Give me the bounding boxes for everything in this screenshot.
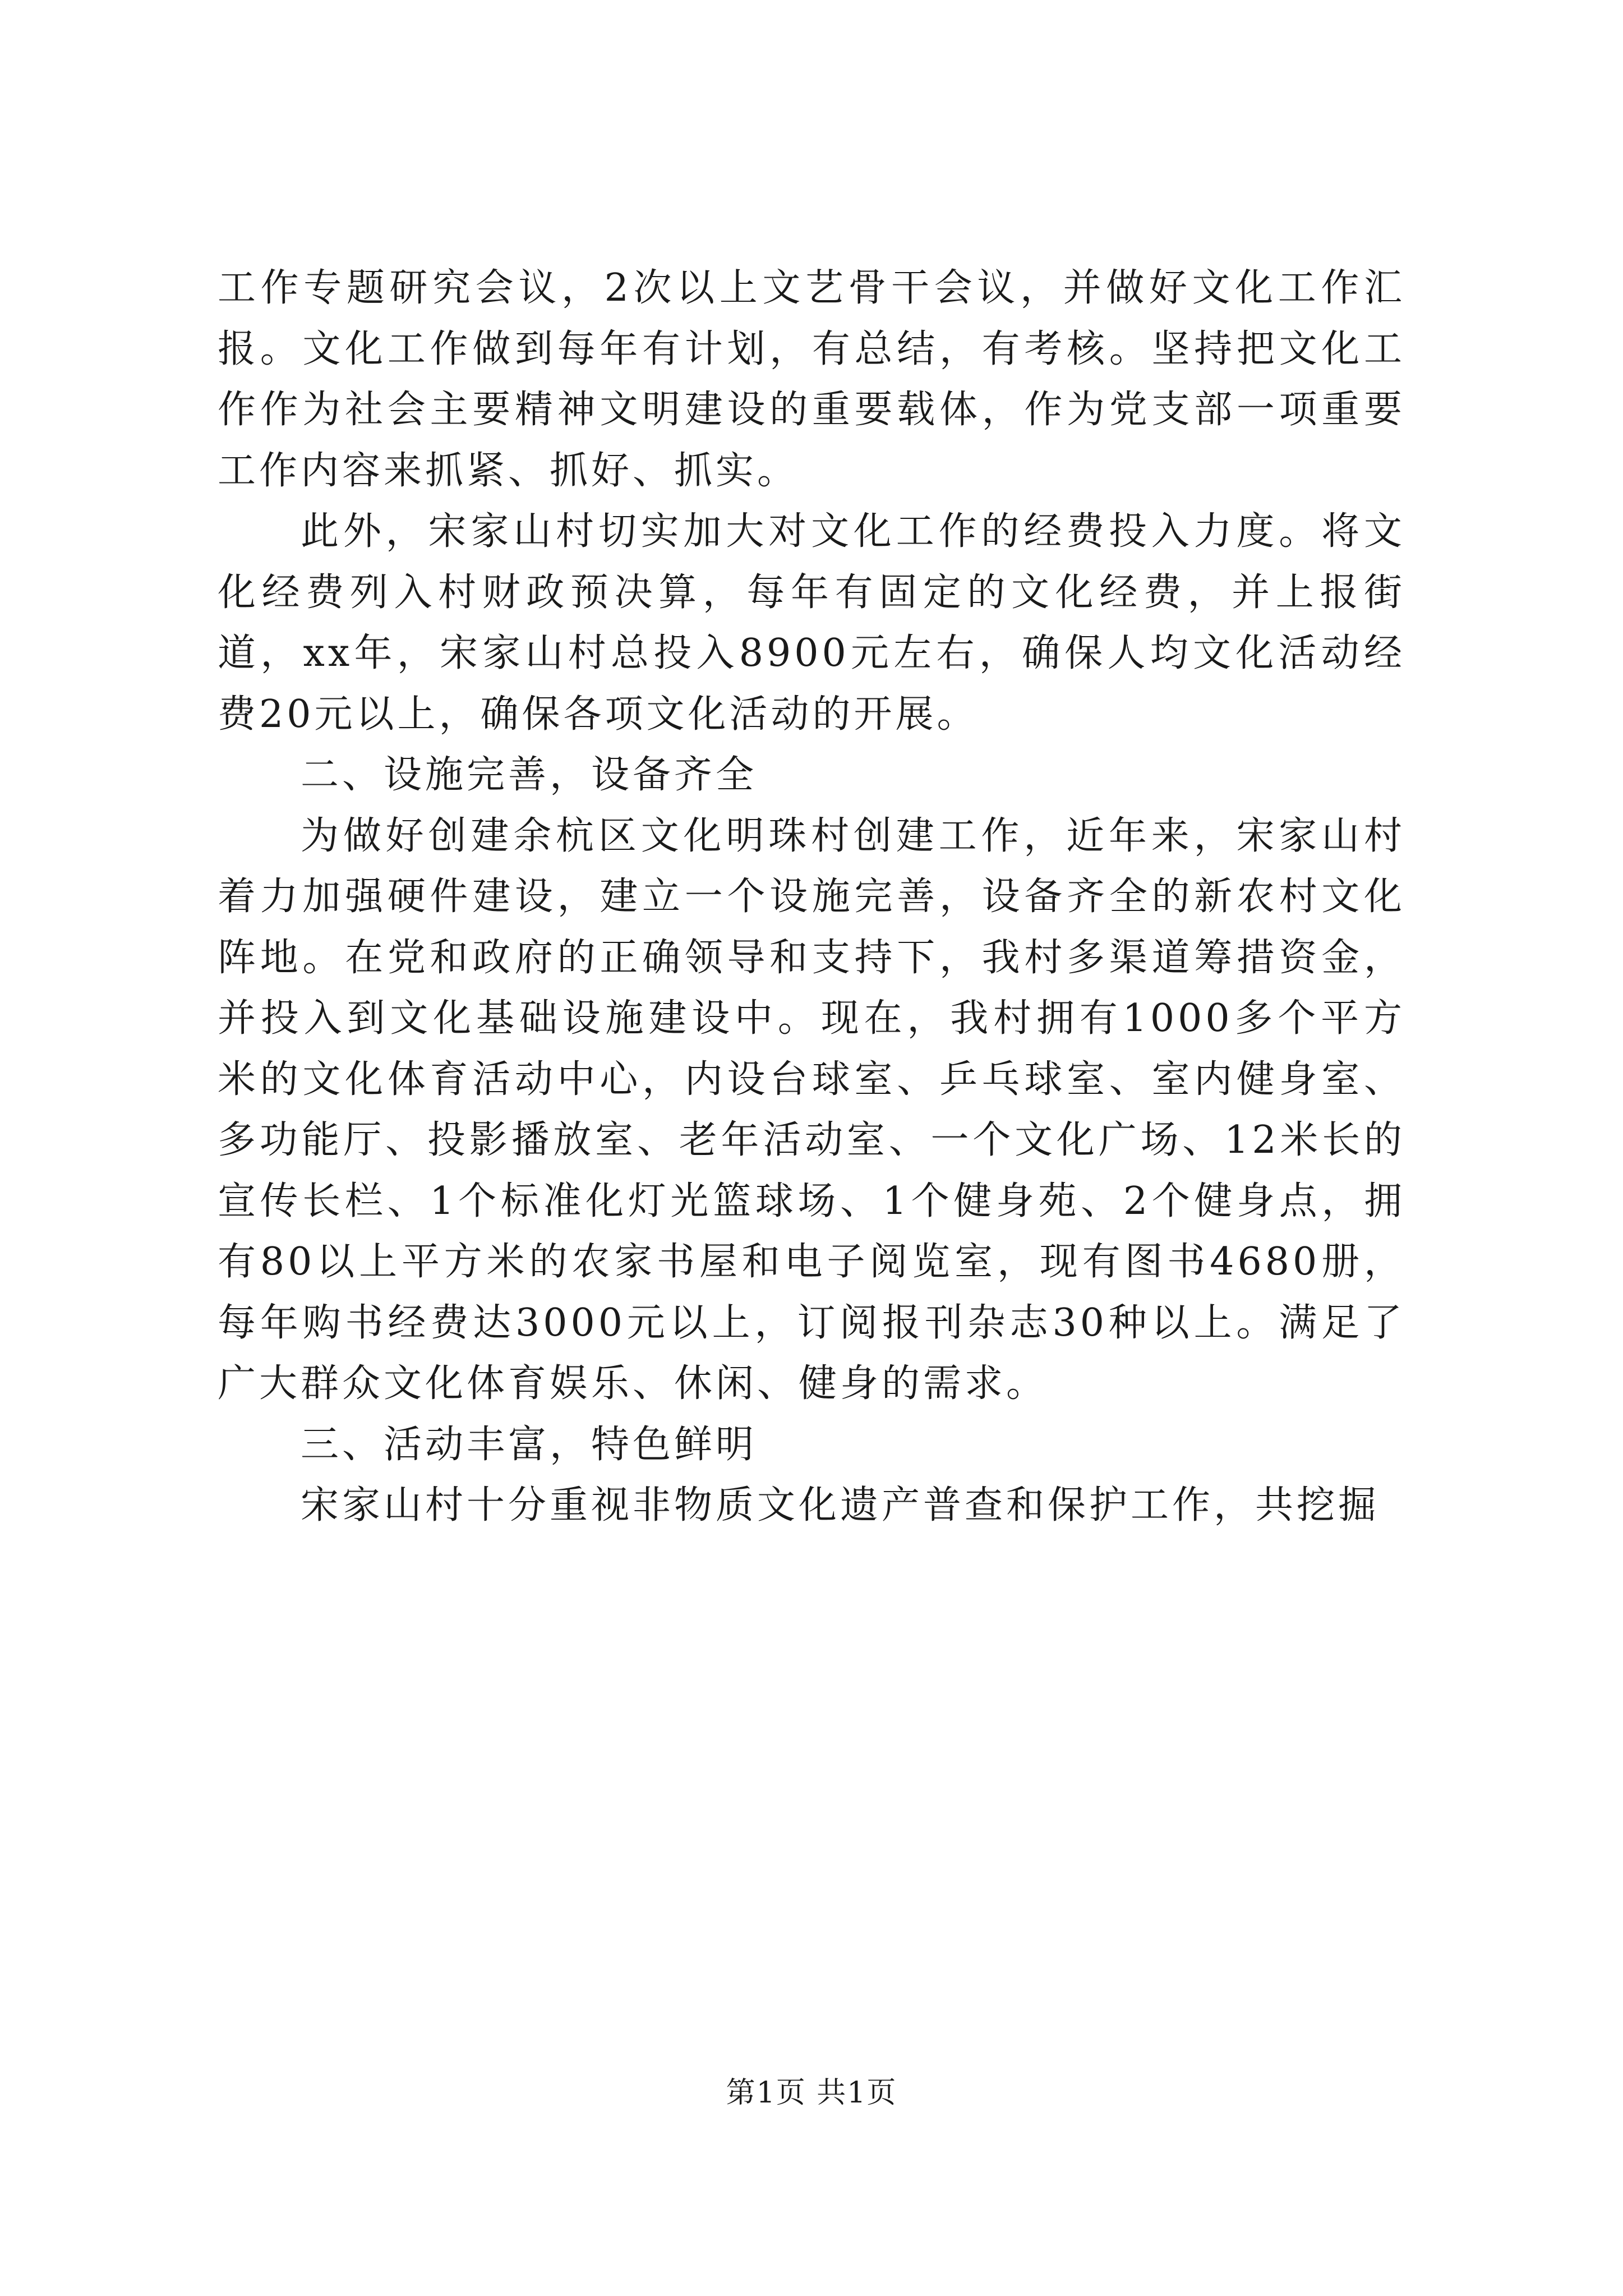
paragraph-continuation: 工作专题研究会议，2次以上文艺骨干会议，并做好文化工作汇报。文化工作做到每年有计划，有总结，有考核。坚持把文化工作作为社会主要精神文明建设的重要载体，作为党支部一项重要工作内容来抓紧、抓好、抓实。 [218, 266, 1405, 493]
paragraph-funding: 此外，宋家山村切实加大对文化工作的经费投入力度。将文化经费列入村财政预决算，每年有固定的文化经费，并上报街道，xx年，宋家山村总投入8900元左右，确保人均文化活动经费20元以上，确保各项文化活动的开展。 [218, 509, 1405, 737]
paragraph-heritage: 宋家山村十分重视非物质文化遗产普查和保护工作，共挖掘 [301, 1483, 1380, 1527]
document-body [218, 258, 1405, 1536]
section-heading-activities: 三、活动丰富，特色鲜明 [301, 1422, 758, 1467]
page-footer: 第1页 共1页 [726, 2076, 897, 2110]
section-heading-facilities: 二、设施完善，设备齐全 [301, 753, 758, 797]
paragraph-facilities: 为做好创建余杭区文化明珠村创建工作，近年来，宋家山村着力加强硬件建设，建立一个设施完善，设备齐全的新农村文化阵地。在党和政府的正确领导和支持下，我村多渠道筹措资金，并投入到文化基础设施建设中。现在，我村拥有1000多个平方米的文化体育活动中心，内设台球室、乒乓球室、室内健身室、多功能厅、投影播放室、老年活动室、一个文化广场、12米长的宣传长栏、1个标准化灯光篮球场、1个健身苑、2个健身点，拥有80以上平方米的农家书屋和电子阅览室，现有图书4680册，每年购书经费达3000元以上，订阅报刊杂志30种以上。满足了广大群众文化体育娱乐、休闲、健身的需求。 [218, 813, 1405, 1406]
